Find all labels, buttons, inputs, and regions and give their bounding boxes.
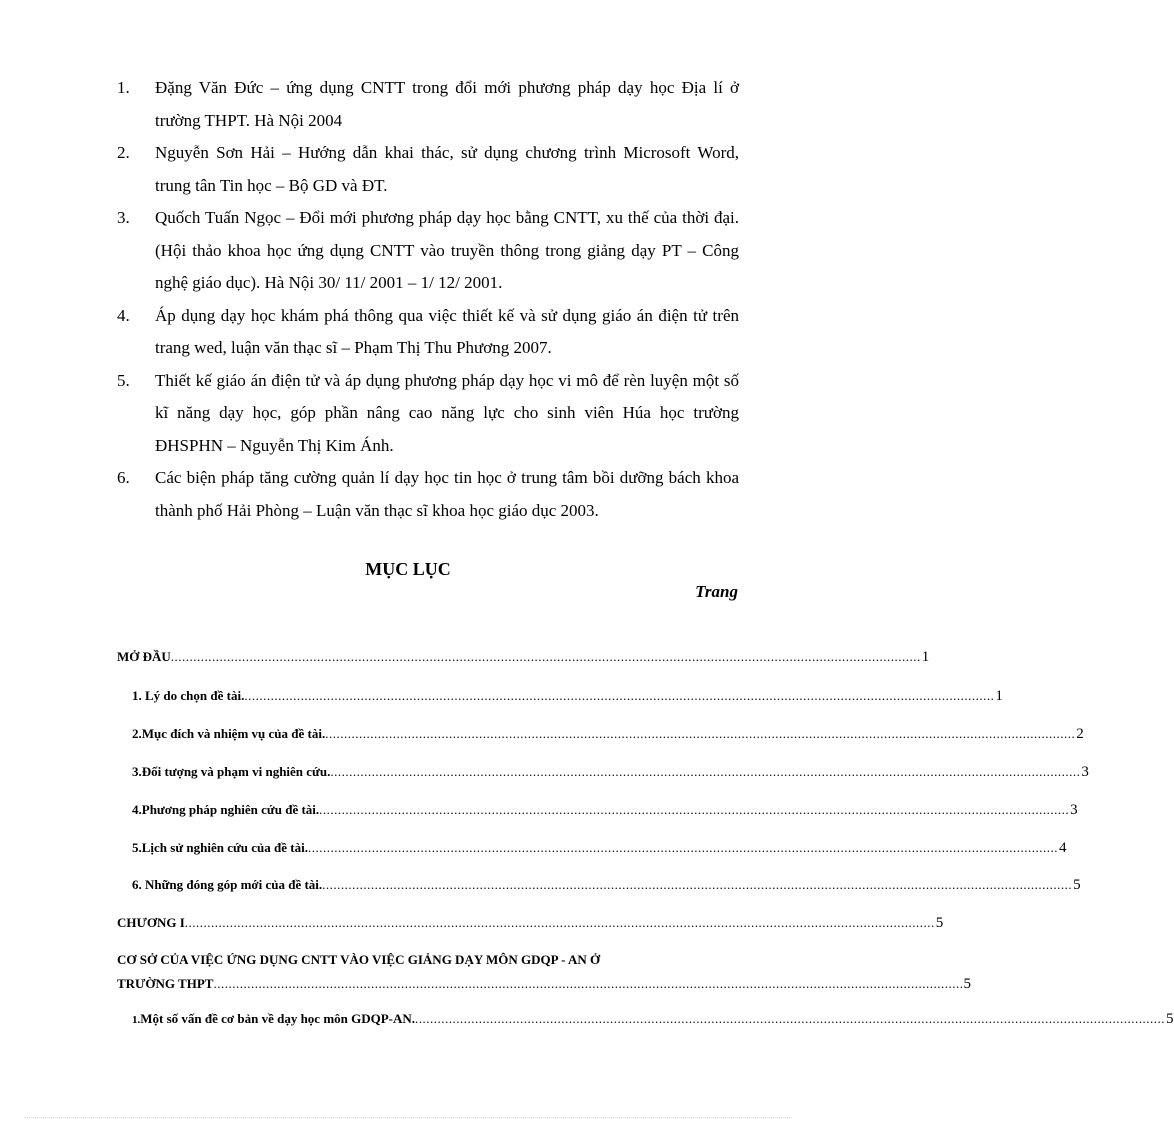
toc-entry[interactable]	[117, 649, 930, 666]
toc-entry-page: 4	[1058, 840, 1067, 856]
reference-item	[117, 202, 739, 300]
toc-entry-page: 3	[1070, 802, 1078, 818]
toc-entry-page: 5	[1166, 1011, 1174, 1027]
toc-dot-leader: ........................................................................................................................................................................................................	[330, 764, 1081, 779]
reference-text: Thiết kế giáo án điện tử và áp dụng phương pháp dạy học vi mô để rèn luyện một số kĩ năng dạy học, góp phần nâng cao năng lực cho sinh viên Húa học trường ĐHSPHN – Nguyễn Thị Kim Ánh.	[155, 370, 739, 455]
toc-page-label: Trang	[695, 582, 738, 601]
toc-entry[interactable]	[117, 802, 1078, 819]
reference-item	[117, 300, 739, 365]
reference-text: Áp dụng dạy học khám phá thông qua việc thiết kế và sử dụng giáo án điện tử trên trang wed, luận văn thạc sĩ – Phạm Thị Thu Phương 2007.	[155, 305, 739, 357]
reference-list	[117, 72, 739, 527]
toc-entry-page: 5	[1073, 877, 1081, 893]
toc-entry-page: 3	[1081, 764, 1089, 780]
toc-title: MỤC LỤC	[365, 559, 451, 579]
toc-entry[interactable]	[117, 688, 1003, 705]
toc-entry-label: CHƯƠNG I	[117, 915, 185, 930]
reference-item	[117, 365, 739, 463]
toc-entry-page: 1	[921, 649, 930, 665]
reference-number: 2.	[117, 143, 130, 162]
toc-entry-label: CƠ SỞ CỦA VIỆC ỨNG DỤNG CNTT VÀO VIỆC GIẢNG DẠY MÔN GDQP - AN Ở	[117, 952, 601, 967]
toc-entry[interactable]	[117, 915, 944, 932]
toc-entry-label: 3.Đối tượng và phạm vi nghiên cứu.	[132, 764, 331, 779]
toc-entry-page: 2	[1076, 726, 1084, 742]
page-bottom-divider	[24, 1117, 792, 1118]
toc-dot-leader: ........................................................................................................................................................................................................	[184, 915, 935, 930]
toc-entry-page: 5	[935, 915, 944, 931]
toc-entry[interactable]	[117, 840, 1067, 857]
toc-dot-leader: ........................................................................................................................................................................................................	[170, 649, 921, 664]
reference-number: 3.	[117, 208, 130, 227]
reference-text: Đặng Văn Đức – ứng dụng CNTT trong đổi mới phương pháp dạy học Địa lí ở trường THPT. Hà Nội 2004	[155, 78, 739, 130]
toc-entry[interactable]	[117, 877, 1081, 894]
toc-entry-label: 1. Lý do chọn đề tài.	[132, 688, 245, 703]
toc-entry-page: 1	[995, 688, 1003, 704]
toc-dot-leader: ........................................................................................................................................................................................................	[244, 688, 995, 703]
toc-entry-label: 5.Lịch sử nghiên cứu của đề tài.	[132, 840, 308, 855]
reference-number: 6.	[117, 468, 130, 487]
reference-text: Quốch Tuấn Ngọc – Đổi mới phương pháp dạy học bằng CNTT, xu thế của thời đại. (Hội thảo khoa học ứng dụng CNTT vào truyền thông trong giảng dạy PT – Công nghệ giáo dục). Hà Nội 30/ 11/ 2001 – 1/ 12/ 2001.	[155, 208, 739, 292]
toc-dot-leader: ........................................................................................................................................................................................................	[415, 1011, 1166, 1026]
reference-text: Các biện pháp tăng cường quản lí dạy học tin học ở trung tâm bồi dưỡng bách khoa thành phố Hải Phòng – Luận văn thạc sĩ khoa học giáo dục 2003.	[155, 468, 739, 520]
reference-item	[117, 462, 739, 527]
toc-dot-leader: ........................................................................................................................................................................................................	[325, 726, 1076, 741]
toc-dot-leader: ........................................................................................................................................................................................................	[307, 840, 1058, 855]
toc-entry[interactable]	[117, 726, 1084, 743]
toc-dot-leader: ........................................................................................................................................................................................................	[213, 976, 964, 991]
toc-entry-label: TRƯỜNG THPT	[117, 976, 214, 991]
reference-number: 1.	[117, 78, 130, 97]
toc-entry-label: Một số vấn đề cơ bản về dạy học môn GDQP-AN.	[140, 1011, 416, 1026]
toc-entry-label: 2.Mục đích và nhiệm vụ của đề tài.	[132, 726, 326, 741]
reference-item	[117, 72, 739, 137]
reference-text: Nguyễn Sơn Hải – Hướng dẫn khai thác, sử dụng chương trình Microsoft Word, trung tân Tin học – Bộ GD và ĐT.	[155, 143, 739, 195]
toc-entry-number: 1.	[132, 1014, 141, 1026]
toc-entry-page: 5	[963, 976, 971, 992]
toc-dot-leader: ........................................................................................................................................................................................................	[319, 802, 1070, 817]
toc-entry[interactable]	[117, 764, 1089, 781]
toc-entry-label: 4.Phương pháp nghiên cứu đề tài.	[132, 802, 320, 817]
toc-entry-label: MỞ ĐẦU	[117, 649, 171, 664]
reference-number: 5.	[117, 370, 130, 390]
toc-entry[interactable]	[117, 1011, 1174, 1028]
toc-entry-label: 6. Những đóng góp mới của đề tài.	[132, 877, 323, 892]
toc-dot-leader: ........................................................................................................................................................................................................	[322, 877, 1073, 892]
reference-number: 4.	[117, 305, 130, 325]
toc-entry[interactable]	[117, 948, 971, 996]
reference-item	[117, 137, 739, 202]
